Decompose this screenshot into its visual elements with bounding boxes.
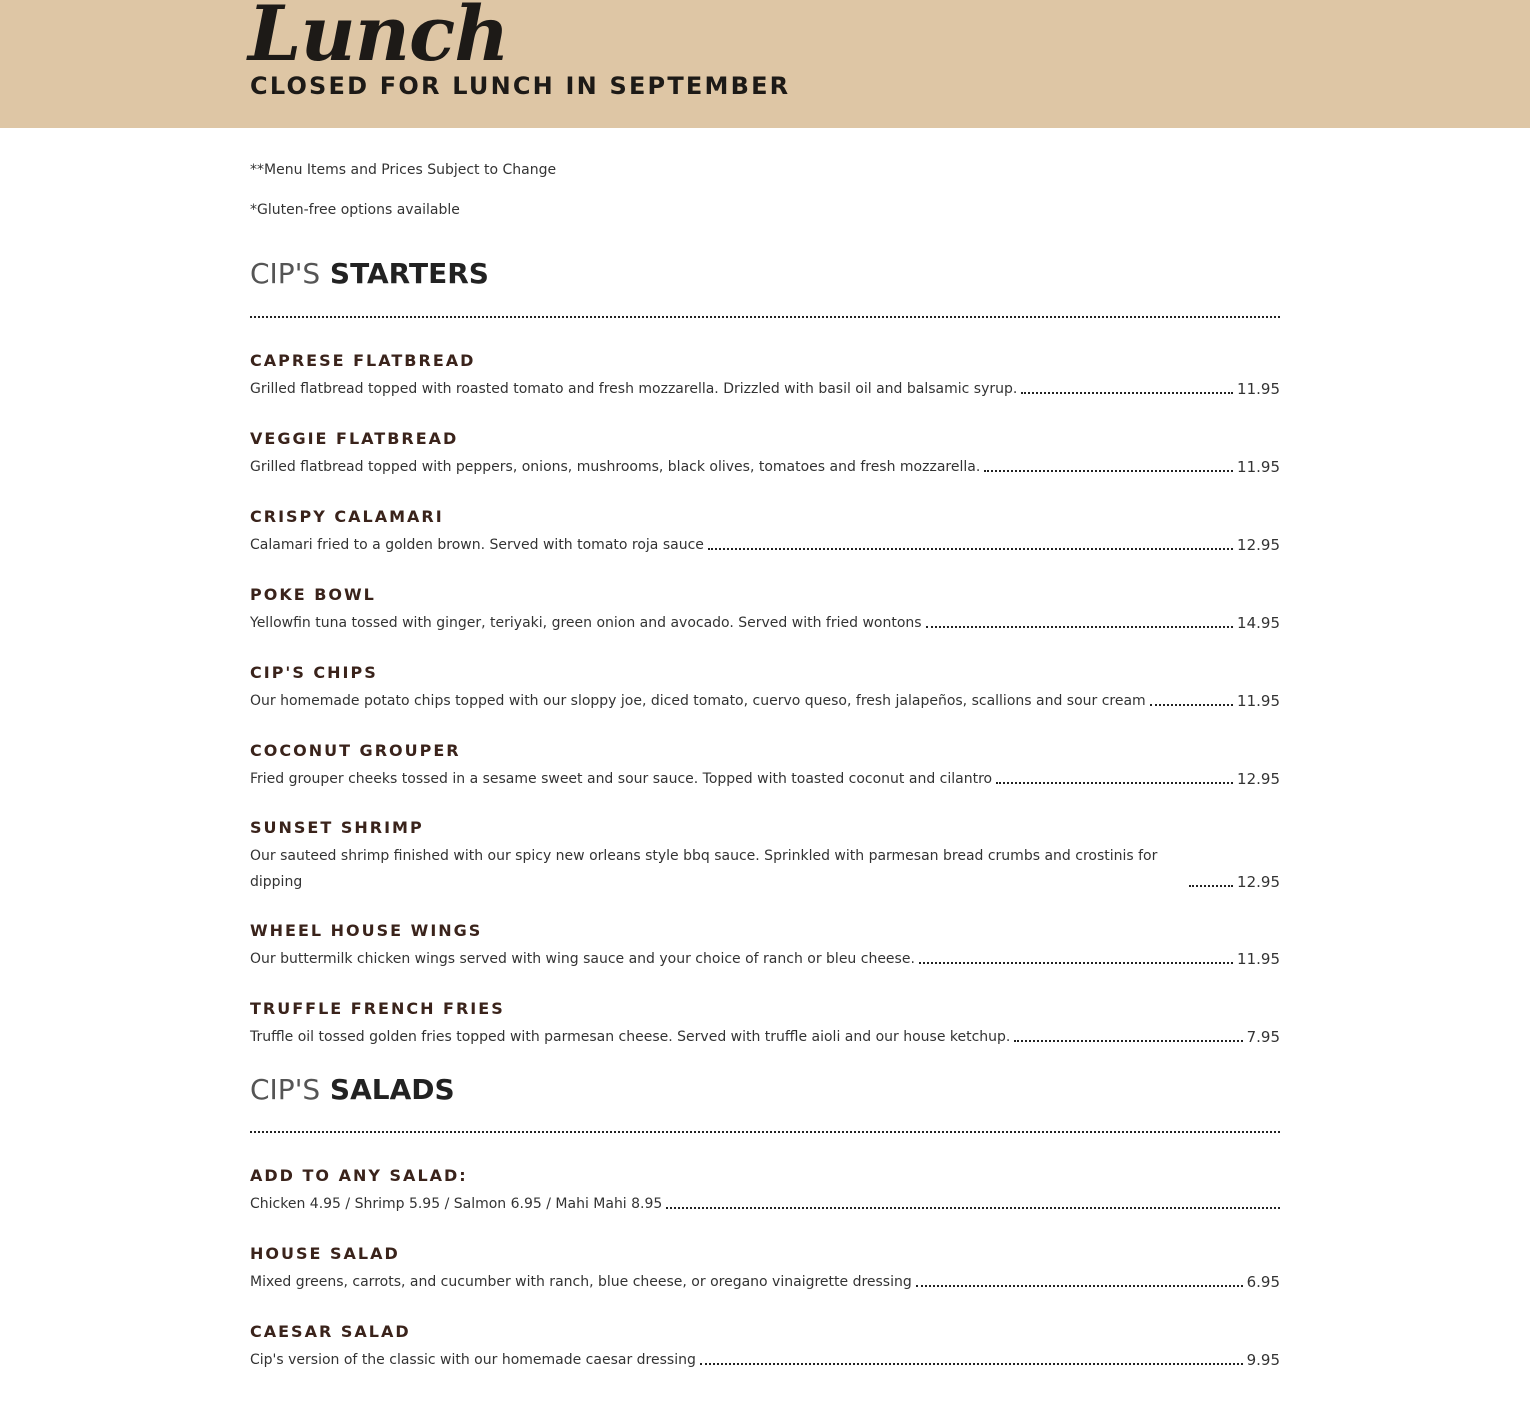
item-price: 11.95 <box>1237 380 1280 398</box>
menu-item <box>250 1243 1280 1295</box>
menu-item <box>250 920 1280 972</box>
item-description: Calamari fried to a golden brown. Served with tomato roja sauce <box>250 537 704 553</box>
item-price: 12.95 <box>1237 536 1280 554</box>
item-description: Cip's version of the classic with our homemade caesar dressing <box>250 1352 696 1368</box>
menu-item <box>250 740 1280 792</box>
menu-item <box>250 998 1280 1050</box>
item-price: 7.95 <box>1246 1028 1280 1046</box>
item-price: 12.95 <box>1237 873 1280 891</box>
dotted-leader <box>1014 1040 1242 1042</box>
item-name: TRUFFLE FRENCH FRIES <box>250 999 505 1018</box>
item-price: 9.95 <box>1246 1351 1280 1369</box>
dotted-leader <box>1189 885 1233 887</box>
item-name: CAESAR SALAD <box>250 1322 411 1341</box>
section-heading-salads <box>250 1072 1280 1108</box>
section-starters <box>250 256 1280 292</box>
section-salads <box>250 1072 1280 1108</box>
section-heading-starters <box>250 256 1280 292</box>
menu-item <box>250 350 1280 402</box>
dotted-leader <box>708 548 1233 550</box>
page-subtitle: CLOSED FOR LUNCH IN SEPTEMBER <box>250 72 791 100</box>
section-divider <box>250 1131 1280 1133</box>
dotted-leader <box>984 470 1233 472</box>
item-name: ADD TO ANY SALAD: <box>250 1166 468 1185</box>
page-header <box>0 0 1530 128</box>
section-prefix: CIP'S <box>250 257 321 290</box>
note-prices: **Menu Items and Prices Subject to Change <box>250 162 557 178</box>
menu-item <box>250 662 1280 714</box>
item-description: Grilled flatbread topped with roasted tomato and fresh mozzarella. Drizzled with basil oil and balsamic syrup. <box>250 381 1018 397</box>
item-description: Chicken 4.95 / Shrimp 5.95 / Salmon 6.95 / Mahi Mahi 8.95 <box>250 1196 663 1212</box>
item-price: 6.95 <box>1246 1273 1280 1291</box>
dotted-leader <box>926 626 1233 628</box>
section-name: SALADS <box>329 1073 455 1106</box>
menu-item <box>250 584 1280 636</box>
item-description: Yellowfin tuna tossed with ginger, teriyaki, green onion and avocado. Served with fried wontons <box>250 615 922 631</box>
item-name: SUNSET SHRIMP <box>250 818 424 837</box>
dotted-leader <box>1150 704 1233 706</box>
item-price: 11.95 <box>1237 950 1280 968</box>
item-description: Fried grouper cheeks tossed in a sesame sweet and sour sauce. Topped with toasted coconut and cilantro <box>250 771 993 787</box>
item-description: Our buttermilk chicken wings served with wing sauce and your choice of ranch or bleu cheese. <box>250 951 915 967</box>
item-price: 11.95 <box>1237 692 1280 710</box>
item-price: 11.95 <box>1237 458 1280 476</box>
menu-item <box>250 1165 1280 1217</box>
item-description: Our homemade potato chips topped with our sloppy joe, diced tomato, cuervo queso, fresh jalapeños, scallions and sour cream <box>250 693 1146 709</box>
note-gluten-free: *Gluten-free options available <box>250 202 460 218</box>
item-name: HOUSE SALAD <box>250 1244 400 1263</box>
section-divider <box>250 316 1280 318</box>
item-name: WHEEL HOUSE WINGS <box>250 921 483 940</box>
dotted-leader <box>666 1207 1280 1209</box>
menu-item <box>250 428 1280 480</box>
item-name: CAPRESE FLATBREAD <box>250 351 476 370</box>
item-name: COCONUT GROUPER <box>250 741 461 760</box>
dotted-leader <box>916 1285 1243 1287</box>
dotted-leader <box>919 962 1233 964</box>
section-prefix: CIP'S <box>250 1073 321 1106</box>
dotted-leader <box>700 1363 1243 1365</box>
item-name: VEGGIE FLATBREAD <box>250 429 459 448</box>
section-name: STARTERS <box>329 257 489 290</box>
menu-item <box>250 1321 1280 1373</box>
page-title: Lunch <box>248 0 509 78</box>
dotted-leader <box>996 782 1233 784</box>
item-name: POKE BOWL <box>250 585 376 604</box>
item-description: Our sauteed shrimp finished with our spicy new orleans style bbq sauce. Sprinkled with parmesan bread crumbs and crostinis for dipping <box>250 848 1158 890</box>
dotted-leader <box>1021 392 1233 394</box>
item-name: CRISPY CALAMARI <box>250 507 444 526</box>
item-price: 12.95 <box>1237 770 1280 788</box>
item-price: 14.95 <box>1237 614 1280 632</box>
item-description: Truffle oil tossed golden fries topped with parmesan cheese. Served with truffle aioli and our house ketchup. <box>250 1029 1011 1045</box>
menu-item <box>250 506 1280 558</box>
item-name: CIP'S CHIPS <box>250 663 378 682</box>
menu-item <box>250 817 1280 895</box>
item-description: Grilled flatbread topped with peppers, onions, mushrooms, black olives, tomatoes and fresh mozzarella. <box>250 459 981 475</box>
item-description: Mixed greens, carrots, and cucumber with ranch, blue cheese, or oregano vinaigrette dressing <box>250 1274 912 1290</box>
